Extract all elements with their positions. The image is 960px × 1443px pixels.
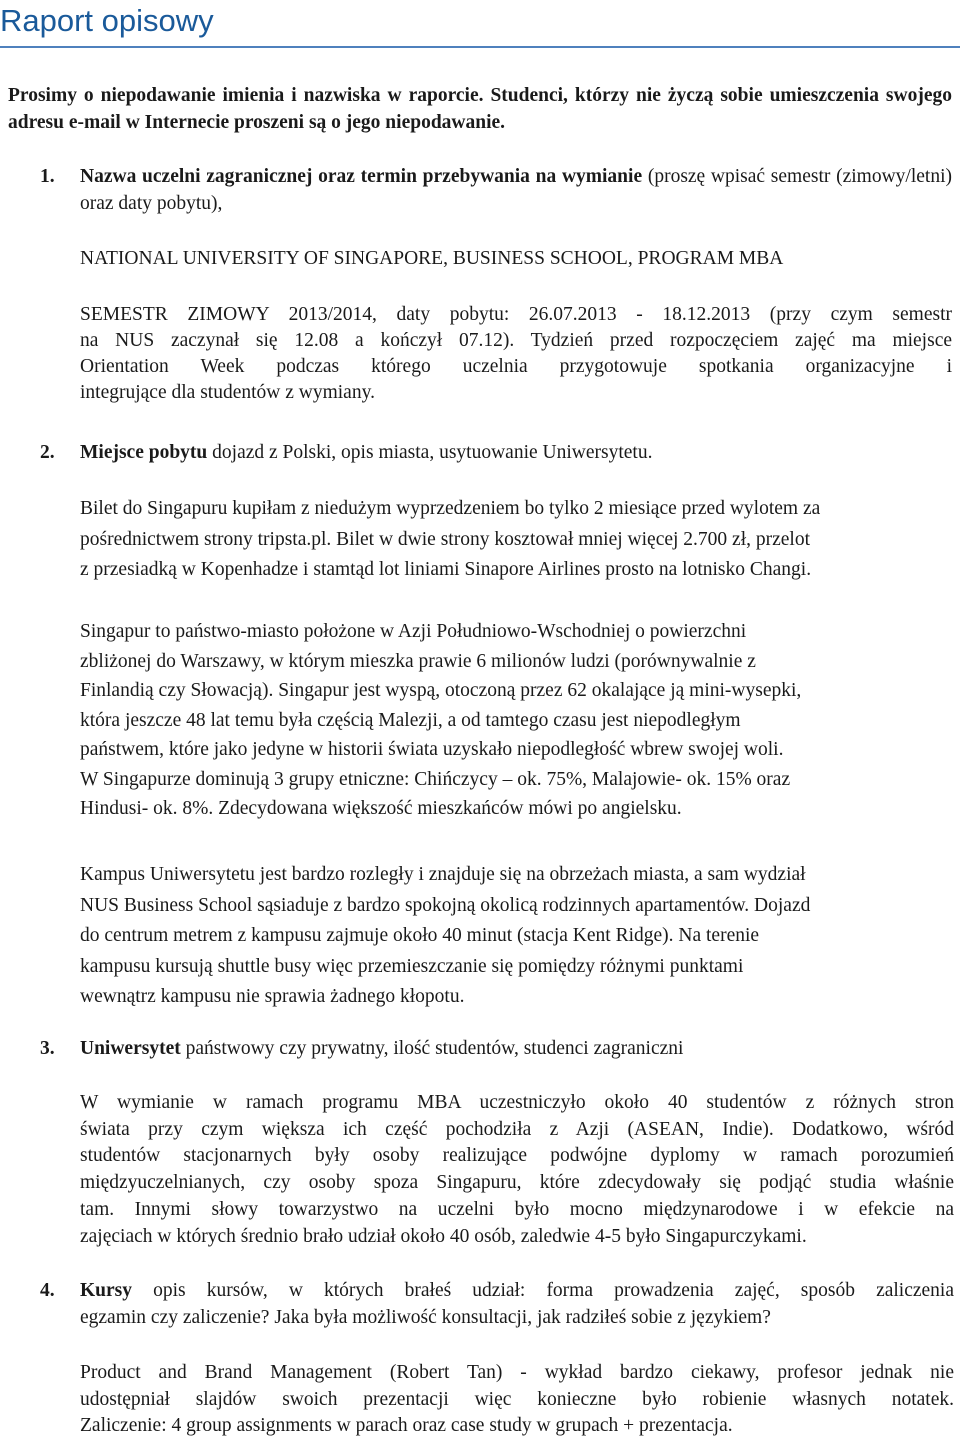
- section-2-paragraph-1: Bilet do Singapuru kupiłam z niedużym wyprzedzeniem bo tylko 2 miesiące przed wylotem za pośrednictwem strony tripsta.pl. Bilet w dwie strony kosztował mniej więcej 2.700 zł, przelot z przesiadką w Kopenhadze i stamtąd lot liniami Sinapore Airlines prosto na lotnisko Changi.: [80, 498, 821, 580]
- section-2-heading: [80, 440, 952, 467]
- section-4-note-line-2: egzamin czy zaliczenie? Jaka była możliwość konsultacji, jak radziłeś sobie z językiem?: [80, 1306, 771, 1328]
- section-1-note: (proszę wpisać semestr (zimowy/letni) oraz daty pobytu),: [80, 166, 952, 214]
- section-1-heading: [80, 164, 952, 217]
- semester-info: [80, 302, 952, 406]
- semester-line-3: Orientation Week podczas którego uczelnia przygotowuje spotkania organizacyjne i: [80, 356, 952, 377]
- semester-line-1: SEMESTR ZIMOWY 2013/2014, daty pobytu: 26.07.2013 - 18.12.2013 (przy czym semestr: [80, 304, 952, 325]
- section-3-number: 3.: [40, 1038, 55, 1059]
- semester-line-2: na NUS zaczynał się 12.08 a kończył 07.12). Tydzień przed rozpoczęciem zajęć ma miejsce: [80, 330, 953, 351]
- section-2-number: 2.: [40, 442, 55, 463]
- section-2-title: Miejsce pobytu: [80, 442, 208, 463]
- section-3-note: państwowy czy prywatny, ilość studentów, studenci zagraniczni: [180, 1038, 684, 1059]
- section-3-heading: [80, 1036, 952, 1063]
- university-name: NATIONAL UNIVERSITY OF SINGAPORE, BUSINESS SCHOOL, PROGRAM MBA: [80, 248, 784, 269]
- section-1-title: Nazwa uczelni zagranicznej oraz termin przebywania na wymianie: [80, 166, 643, 187]
- title-underline: [0, 46, 960, 48]
- section-1-number: 1.: [40, 166, 55, 187]
- semester-line-4: integrujące dla studentów z wymiany.: [80, 382, 375, 403]
- section-4-paragraph-1: Product and Brand Management (Robert Tan) - wykład bardzo ciekawy, profesor jednak nie udostępniał slajdów swoich prezentacji więc konieczne było robienie własnych notatek. Zaliczenie: 4 group assignments w parach oraz case study w grupach + prezentacja.: [80, 1362, 954, 1436]
- section-4-heading: [80, 1278, 954, 1331]
- section-4-number: 4.: [40, 1280, 55, 1301]
- section-3-title: Uniwersytet: [80, 1038, 181, 1059]
- page-title: Raport opisowy: [0, 3, 214, 38]
- section-3-paragraph-1: W wymianie w ramach programu MBA uczestniczyło około 40 studentów z różnych stron świata przy czym większa ich część pochodziła z Azji (ASEAN, Indie). Dodatkowo, wśród studentów stacjonarnych były osoby realizujące podwójne dyplomy w ramach porozumień międzyuczelnianych, czy osoby spoza Singapuru, które zdecydowały się podjąć studia właśnie tam. Innymi słowy towarzystwo na uczelni było mocno międzynarodowe i w efekcie na zajęciach w których średnio brało udział około 40 osób, zaledwie 4-5 było Singapurczykami.: [80, 1092, 954, 1247]
- section-4-note: opis kursów, w których brałeś udział: forma prowadzenia zajęć, sposób zaliczenia: [132, 1280, 954, 1301]
- section-2-note: dojazd z Polski, opis miasta, usytuowanie Uniwersytetu.: [207, 442, 653, 463]
- section-4-title: Kursy: [80, 1280, 133, 1301]
- intro-notice: Prosimy o niepodawanie imienia i nazwiska w raporcie. Studenci, którzy nie życzą sobie umieszczenia swojego adresu e-mail w Internecie proszeni są o jego niepodawanie.: [8, 85, 952, 133]
- section-2-paragraph-3: Kampus Uniwersytetu jest bardzo rozległy i znajduje się na obrzeżach miasta, a sam wydział NUS Business School sąsiaduje z bardzo spokojną okolicą rodzinnych apartamentów. Dojazd do centrum metrem z kampusu zajmuje około 40 minut (stacja Kent Ridge). Na terenie kampusu kursują shuttle busy więc przemieszczanie się pomiędzy różnymi punktami wewnątrz kampusu nie sprawia żadnego kłopotu.: [80, 864, 811, 1007]
- title-bar: [0, 0, 960, 44]
- section-2-paragraph-2: Singapur to państwo-miasto położone w Azji Południowo-Wschodniej o powierzchni zbliżonej do Warszawy, w którym mieszka prawie 6 milionów ludzi (porównywalnie z Finlandią czy Słowacją). Singapur jest wyspą, otoczoną przez 62 okalające ją mini-wysepki, która jeszcze 48 lat temu była częścią Malezji, a od tamtego czasu jest niepodległym państwem, które jako jedyne w historii świata uzyskało niepodległość wbrew swojej woli. W Singapurze dominują 3 grupy etniczne: Chińczycy – ok. 75%, Malajowie- ok. 15% oraz Hindusi- ok. 8%. Zdecydowana większość mieszkańców mówi po angielsku.: [80, 621, 802, 819]
